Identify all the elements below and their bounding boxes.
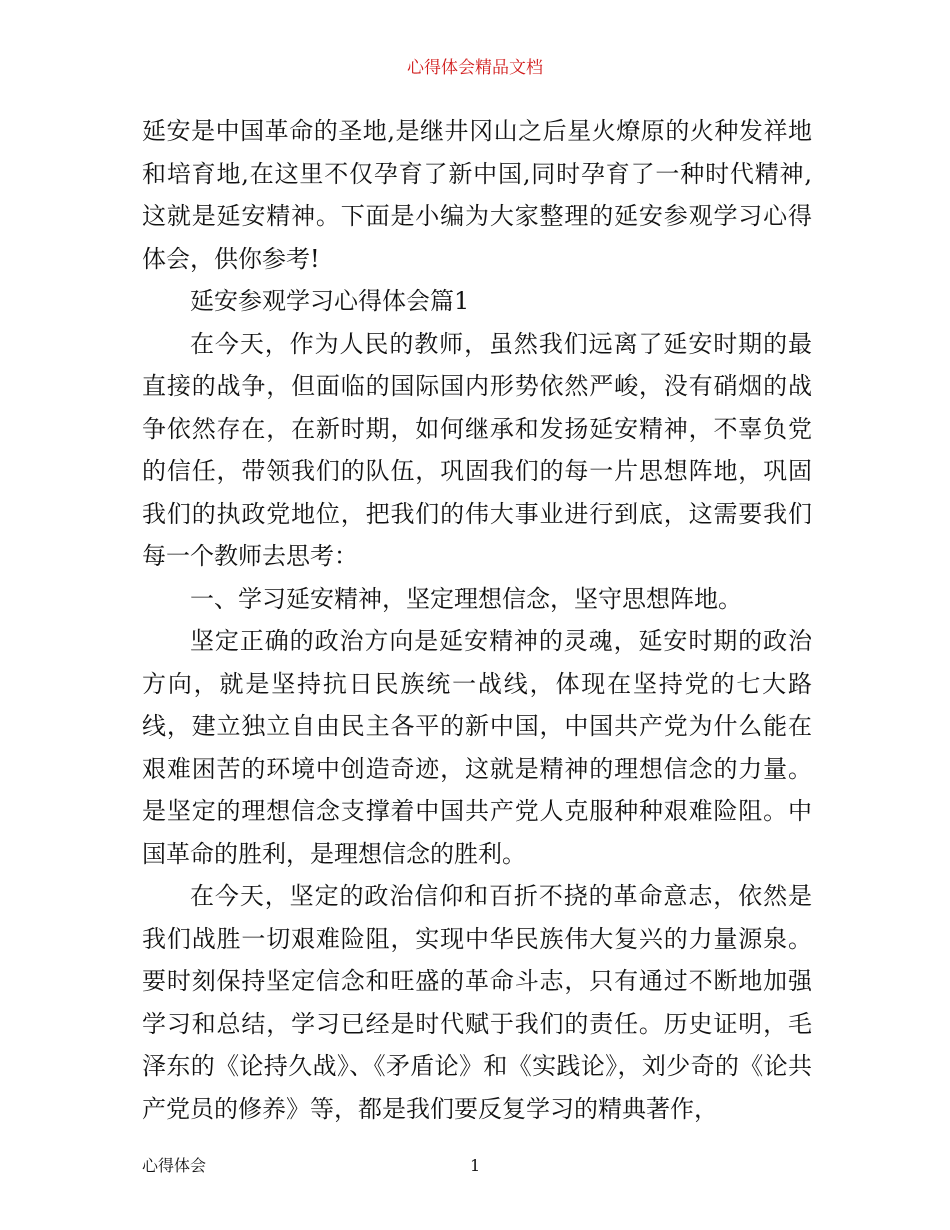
body-paragraph: 在今天，坚定的政治信仰和百折不挠的革命意志，依然是我们战胜一切艰难险阻，实现中华民族伟大复兴的力量源泉。要时刻保持坚定信念和旺盛的革命斗志，只有通过不断地加强学习和总结，学习已经是时代赋于我们的责任。历史证明，毛泽东的《论持久战》、《矛盾论》和《实践论》，刘少奇的《论共产党员的修养》等，都是我们要反复学习的精典著作， (142, 882, 812, 1123)
document-body (142, 110, 812, 1130)
subsection-heading: 一、学习延安精神，坚定理想信念，坚守思想阵地。 (190, 584, 742, 613)
page-number: 1 (470, 1156, 481, 1175)
footer-label: 心得体会 (142, 1156, 207, 1175)
intro-paragraph: 延安是中国革命的圣地,是继井冈山之后星火燎原的火种发祥地和培育地,在这里不仅孕育了新中国,同时孕育了一种时代精神,这就是延安精神。下面是小编为大家整理的延安参观学习心得体会，供你参考! (142, 117, 812, 273)
document-header-title: 心得体会精品文档 (407, 58, 543, 78)
section-heading: 延安参观学习心得体会篇1 (190, 287, 470, 315)
body-paragraph: 在今天，作为人民的教师，虽然我们远离了延安时期的最直接的战争，但面临的国际国内形势依然严峻，没有硝烟的战争依然存在，在新时期，如何继承和发扬延安精神，不辜负党的信任，带领我们的队伍，巩固我们的每一片思想阵地，巩固我们的执政党地位，把我们的伟大事业进行到底，这需要我们每一个教师去思考： (142, 329, 812, 570)
body-paragraph: 坚定正确的政治方向是延安精神的灵魂，延安时期的政治方向，就是坚持抗日民族统一战线，体现在坚持党的七大路线，建立独立自由民主各平的新中国，中国共产党为什么能在艰难困苦的环境中创造奇迹，这就是精神的理想信念的力量。是坚定的理想信念支撑着中国共产党人克服种种艰难险阻。中国革命的胜利，是理想信念的胜利。 (142, 627, 812, 868)
